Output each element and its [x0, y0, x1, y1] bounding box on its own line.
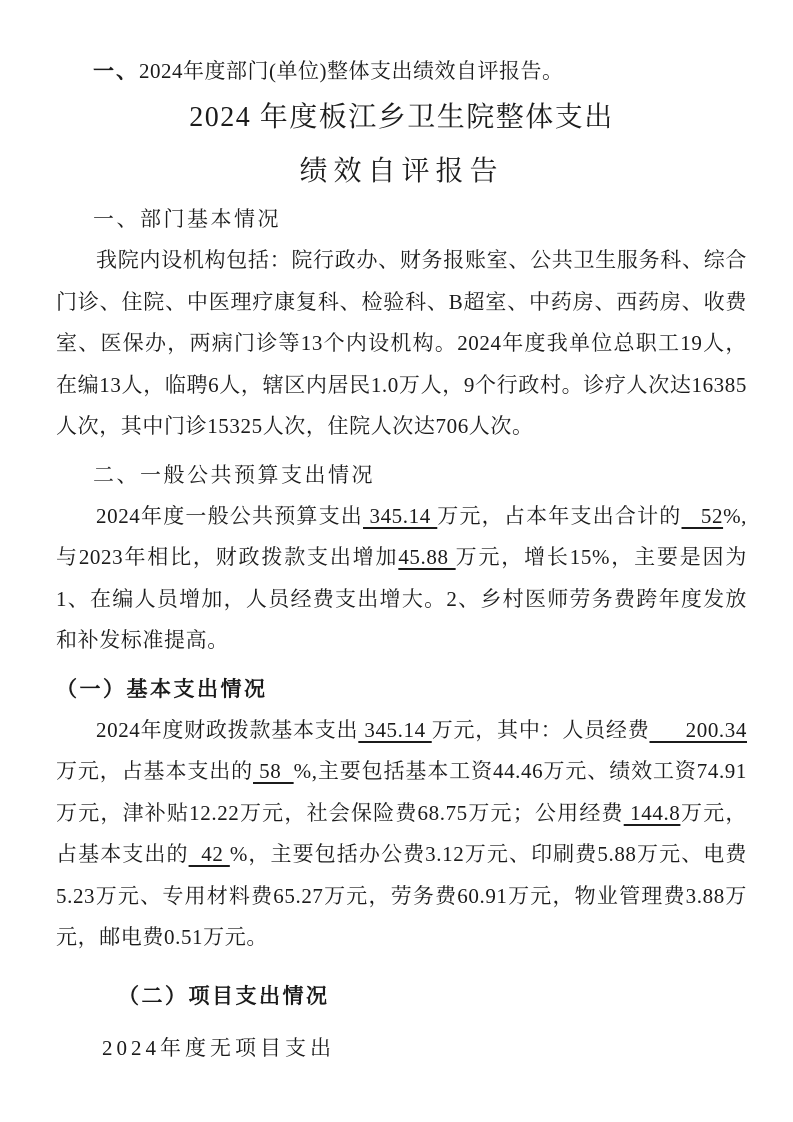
subsection-heading-project-expenditure: （二）项目支出情况	[118, 984, 330, 1008]
text-run: 万元，占本年支出合计的	[437, 503, 682, 528]
section-heading-department-basic-info: 一、部门基本情况	[93, 208, 281, 231]
lead-line	[56, 56, 747, 86]
underlined-value: 345.14	[363, 503, 438, 528]
report-title-line2: 绩效自评报告	[299, 156, 504, 187]
paragraph-public-budget-expenditure	[56, 496, 747, 662]
text-run: %,与2023年相比，财政拨款支出增加	[56, 503, 748, 569]
underlined-value: 45.88	[398, 545, 456, 569]
text-run: 万元，占基本支出的	[56, 800, 747, 866]
text-run: 万元，其中：人员经费	[431, 717, 650, 742]
underlined-value: 52	[681, 503, 724, 528]
underlined-value: 144.8	[623, 800, 681, 825]
lead-bullet: 一、	[93, 59, 139, 83]
report-title-line1: 2024 年度板江乡卫生院整体支出	[189, 102, 614, 133]
text-run: 2024年度财政拨款基本支出	[96, 717, 359, 742]
underlined-value: 200.34	[649, 717, 747, 742]
paragraph-department-basic-info: 我院内设机构包括：院行政办、财务报账室、公共卫生服务科、综合门诊、住院、中医理疗康复科、检验科、B超室、中药房、西药房、收费室、医保办，两病门诊等13个内设机构。2024年度我单位总职工19人，在编13人，临聘6人，辖区内居民1.0万人，9个行政村。诊疗人次达16385人次，其中门诊15325人次，住院人次达706人次。	[56, 248, 747, 438]
text-run: %,主要包括基本工资44.46万元、绩效工资74.91万元，津补贴12.22万元，社会保险费68.75万元；公用经费	[56, 759, 748, 825]
text-run: %，主要包括办公费3.12万元、印刷费5.88万元、电费5.23万元、专用材料费65.27万元，劳务费60.91万元，物业管理费3.88万元，邮电费0.51万元。	[56, 842, 747, 949]
paragraph-project-expenditure: 2024年度无项目支出	[102, 1035, 335, 1060]
subsection-heading-basic-expenditure: （一）基本支出情况	[56, 677, 268, 701]
underlined-value: 58	[253, 759, 294, 783]
text-run: 2024年度一般公共预算支出	[96, 503, 364, 528]
underlined-value: 345.14	[358, 717, 432, 742]
text-run: 万元，增长15%，主要是因为1、在编人员增加，人员经费支出增大。2、乡村医师劳务费跨年度发放和补发标准提高。	[56, 545, 747, 652]
text-run: 万元，占基本支出的	[56, 759, 254, 783]
lead-text: 2024年度部门(单位)整体支出绩效自评报告。	[139, 59, 564, 83]
underlined-value: 42	[188, 842, 230, 866]
paragraph-basic-expenditure	[56, 710, 747, 959]
section-heading-public-budget-expenditure: 二、一般公共预算支出情况	[93, 463, 375, 487]
